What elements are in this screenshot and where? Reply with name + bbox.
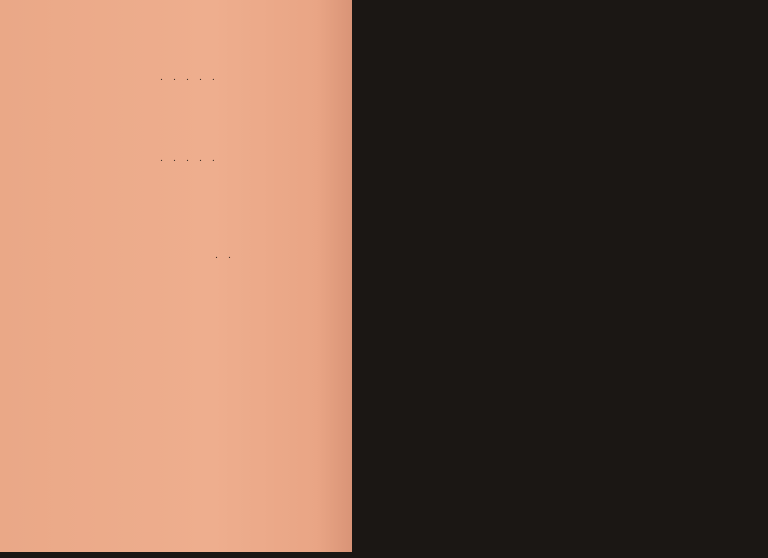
leader-dots: ..	[215, 250, 241, 261]
leader-dots: .....	[160, 72, 225, 83]
leader-dots: .....	[160, 153, 225, 164]
left-page	[0, 0, 352, 552]
